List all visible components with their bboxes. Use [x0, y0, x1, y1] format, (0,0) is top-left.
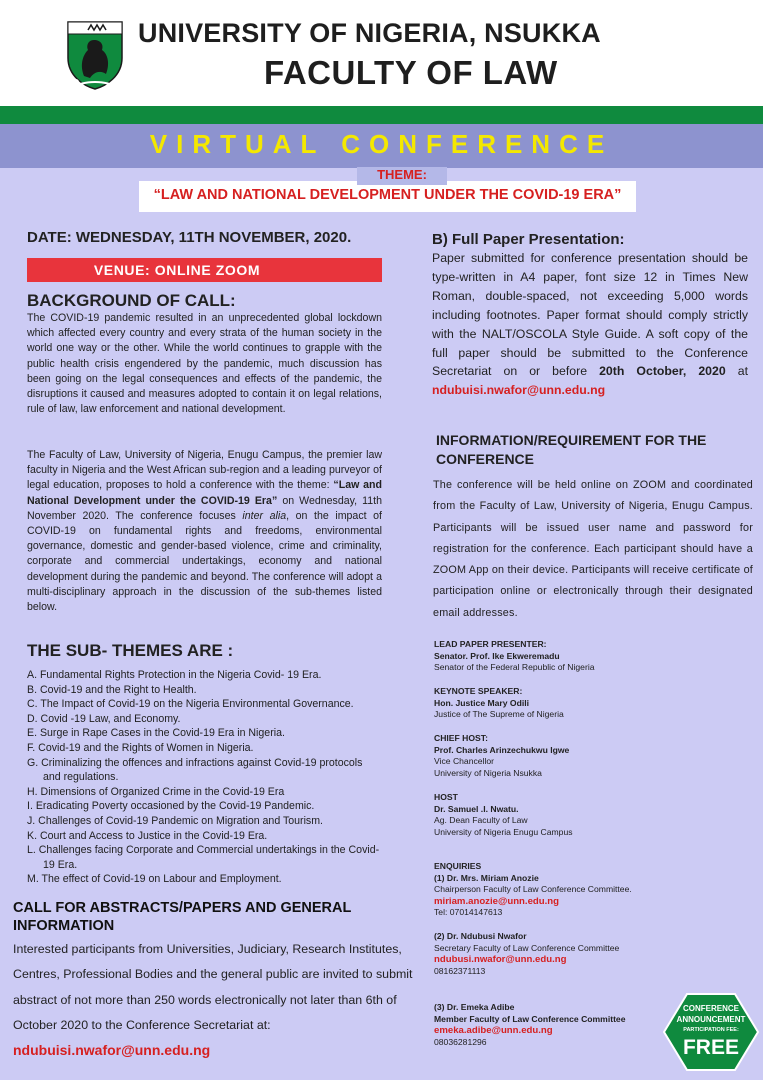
lead-name: Senator. Prof. Ike Ekweremadu	[434, 650, 560, 661]
venue-text: VENUE: ONLINE ZOOM	[93, 262, 261, 278]
background-p2-c: , on the impact of COVID-19 on fundamental rights and freedoms, environmental governance, domestic and gender-based violence, crime and criminality, corporate and commercial undertakings, economy and national development during the pandemic and beyond. The conference will adopt a multi-disciplinary approach in the discussion of the sub-themes listed below.	[27, 509, 382, 614]
contact-3-email-link[interactable]: emeka.adibe@unn.edu.ng	[434, 1025, 553, 1036]
university-name: UNIVERSITY OF NIGERIA, NSUKKA	[138, 18, 601, 48]
subthemes-heading: THE SUB- THEMES ARE :	[27, 641, 234, 660]
list-item: A. Fundamental Rights Protection in the Nigeria Covid- 19 Era.	[27, 669, 322, 681]
host-desc-1: Ag. Dean Faculty of Law	[434, 815, 528, 825]
chief-host	[434, 733, 734, 779]
contact-1-name: (1) Dr. Mrs. Miriam Anozie	[434, 872, 539, 883]
host	[434, 792, 734, 838]
host-name: Dr. Samuel .I. Nwatu.	[434, 803, 519, 814]
call-heading: CALL FOR ABSTRACTS/PAPERS AND GENERAL INFORMATION	[13, 900, 352, 934]
chief-host-name: Prof. Charles Arinzechukwu Igwe	[434, 744, 570, 755]
enquiries-contact-2	[434, 931, 734, 977]
info-heading: INFORMATION/REQUIREMENT FOR THE CONFERENCE	[436, 432, 707, 467]
contact-3-tel: 08036281296	[434, 1036, 487, 1047]
theme-text: “LAW AND NATIONAL DEVELOPMENT UNDER THE COVID-19 ERA”	[153, 187, 622, 203]
host-desc-2: University of Nigeria Enugu Campus	[434, 826, 573, 837]
contact-3-role: Member Faculty of Law Conference Committee	[434, 1013, 626, 1024]
lead-presenter	[434, 639, 734, 674]
lead-title: LEAD PAPER PRESENTER:	[434, 639, 547, 649]
contact-3-name: (3) Dr. Emeka Adibe	[434, 1002, 515, 1012]
theme-label: THEME:	[357, 167, 447, 185]
host-title: HOST	[434, 792, 458, 802]
green-band	[0, 106, 763, 124]
list-item: J. Challenges of Covid-19 Pandemic on Migration and Tourism.	[27, 814, 323, 827]
contact-2-tel: 08162371113	[434, 965, 486, 976]
contact-2-email-link[interactable]: ndubusi.nwafor@unn.edu.ng	[434, 954, 567, 965]
contact-2-role: Secretary Faculty of Law Conference Committee	[434, 942, 620, 953]
call-email-link[interactable]: ndubuisi.nwafor@unn.edu.ng	[13, 1042, 211, 1059]
full-paper-body: Paper submitted for conference presentation should be type-written in A4 paper, font size 12 in Times New Roman, double-spaced, not exceeding 5,000 words including footnotes. Paper format should comply strictly with the NALT/OSCOLA Style Guide. A soft copy of the full paper should be submitted to the Conference Secretariat on or before	[432, 251, 748, 379]
chief-host-title: CHIEF HOST:	[434, 733, 488, 743]
list-item: D. Covid -19 Law, and Economy.	[27, 712, 181, 725]
badge-line-1: CONFERENCE	[682, 1004, 739, 1013]
background-paragraph-2	[27, 448, 382, 615]
full-paper-text	[432, 249, 748, 400]
faculty-name: FACULTY OF LAW	[264, 54, 558, 91]
enquiries-title: ENQUIRIES	[434, 861, 482, 871]
enquiries	[434, 861, 734, 919]
chief-host-desc-1: Vice Chancellor	[434, 756, 495, 766]
full-paper-heading: B) Full Paper Presentation:	[432, 231, 625, 248]
call-text	[13, 937, 423, 1064]
full-paper-email-link[interactable]: ndubuisi.nwafor@unn.edu.ng	[432, 383, 606, 398]
list-item: E. Surge in Rape Cases in the Covid-19 Era in Nigeria.	[27, 727, 285, 740]
subthemes-list	[27, 668, 382, 887]
list-item: K. Court and Access to Justice in the Covid-19 Era.	[27, 829, 268, 842]
badge-line-3: PARTICIPATION FEE:	[683, 1027, 739, 1033]
contact-1-role: Chairperson Faculty of Law Conference Committee.	[434, 884, 632, 894]
contact-1-tel: Tel: 07014147613	[434, 907, 503, 917]
list-item: L. Challenges facing Corporate and Commercial undertakings in the Covid-19 Era.	[27, 844, 380, 871]
chief-host-desc-2: University of Nigeria Nsukka	[434, 767, 542, 778]
background-paragraph-1: The COVID-19 pandemic resulted in an unprecedented global lockdown which affected every country and every strata of the human society in the world one way or the other. While the world continues to grapple with the public health crisis engendered by the pandemic, much discussion has been going on the legal consequences and effects of the pandemic, the disruptions it caused and measures adopted to contain it on legal relations, rule of law, law enforcement and national development.	[27, 312, 382, 416]
keynote-speaker	[434, 686, 734, 721]
keynote-title: KEYNOTE SPEAKER:	[434, 686, 523, 696]
list-item: C. The Impact of Covid-19 on the Nigeria Environmental Governance.	[27, 698, 354, 711]
badge-line-2: ANNOUNCEMENT	[676, 1015, 746, 1024]
call-body: Interested participants from Universities, Judiciary, Research Institutes, Centres, Professional Bodies and the general public are invited to submit abstract of not more than 250 words electronically not later than 6th of October 2020 to the Conference Secretariat at:	[13, 942, 413, 1032]
badge-free: FREE	[682, 1036, 739, 1059]
list-item: B. Covid-19 and the Right to Health.	[27, 683, 197, 696]
list-item: H. Dimensions of Organized Crime in the Covid-19 Era	[27, 785, 285, 798]
keynote-desc: Justice of The Supreme of Nigeria	[434, 709, 564, 719]
list-item: I. Eradicating Poverty occasioned by the Covid-19 Pandemic.	[27, 800, 315, 813]
background-heading: BACKGROUND OF CALL:	[27, 291, 236, 310]
background-p2-inter-alia: inter alia	[242, 509, 287, 522]
lead-desc: Senator of the Federal Republic of Nigeria	[434, 662, 595, 672]
background-p2-b: on Wednesday, 11th November 2020. The conference focuses	[27, 494, 382, 522]
date-line: DATE: WEDNESDAY, 11TH NOVEMBER, 2020.	[27, 229, 352, 246]
list-item: M. The effect of Covid-19 on Labour and Employment.	[27, 873, 282, 886]
list-item: G. Criminalizing the offences and infractions against Covid-19 protocols and regulations.	[27, 756, 363, 784]
conference-title: VIRTUAL CONFERENCE	[149, 129, 614, 159]
full-paper-at: at	[725, 364, 748, 379]
background-p2-a: The Faculty of Law, University of Nigeria, Enugu Campus, the premier law faculty in Nigeria and the West African sub-region and a leading purveyor of legal education, proposes to hold a conference with the theme:	[27, 449, 382, 492]
keynote-name: Hon. Justice Mary Odili	[434, 697, 530, 708]
contact-1-email-link[interactable]: miriam.anozie@unn.edu.ng	[434, 895, 560, 907]
full-paper-deadline: 20th October, 2020	[599, 364, 726, 379]
unn-crest-icon	[66, 18, 124, 90]
background-p2-theme: “Law and National Development under the COVID-19 Era”	[27, 479, 382, 507]
contact-2-name: (2) Dr. Ndubusi Nwafor	[434, 931, 527, 941]
info-text: The conference will be held online on ZOOM and coordinated from the Faculty of Law, University of Nigeria, Enugu Campus. Participants will be issued user name and password for registration for the conference. Each participant should have a ZOOM App on their device. Participants will receive certificate of participation online or electronically through their designated email addresses.	[433, 479, 753, 619]
list-item: F. Covid-19 and the Rights of Women in Nigeria.	[27, 741, 254, 754]
